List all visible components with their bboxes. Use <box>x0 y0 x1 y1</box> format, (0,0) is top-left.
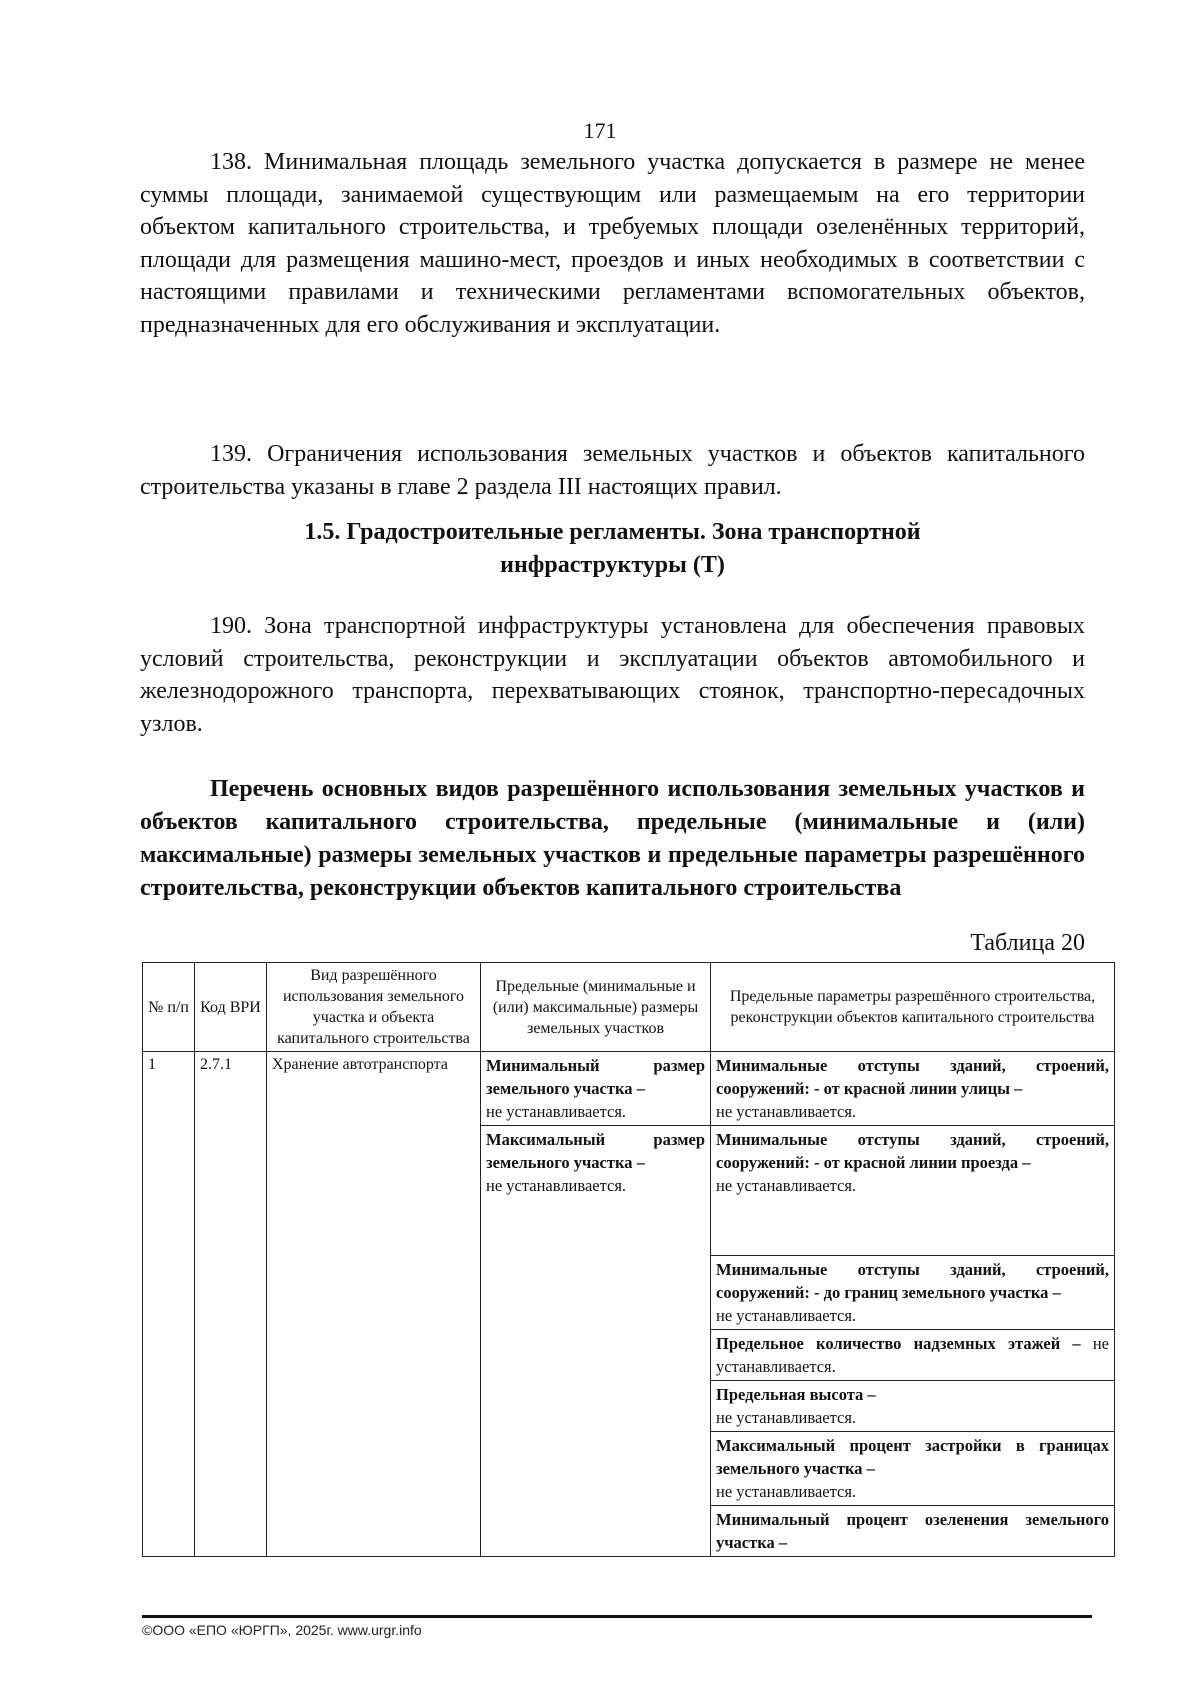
header-sizes: Предельные (минимальные и (или) максимальные) размеры земельных участков <box>481 963 711 1052</box>
table-row <box>143 1052 1115 1126</box>
size-min-value: не устанавливается. <box>486 1102 627 1121</box>
param-setback-passage <box>711 1126 1115 1256</box>
table-header-row <box>143 963 1115 1052</box>
param-value: не устанавливается. <box>716 1306 857 1325</box>
param-green-percent <box>711 1506 1115 1557</box>
row-use: Хранение автотранспорта <box>267 1052 481 1557</box>
paragraph-190: 190. Зона транспортной инфраструктуры установлена для обеспечения правовых условий строительства, реконструкции и эксплуатации объектов автомобильного и железнодорожного транспорта, перехватывающих стоянок, транспортно-пересадочных узлов. <box>140 613 1085 737</box>
size-max-value: не устанавливается. <box>486 1176 627 1195</box>
param-build-percent <box>711 1432 1115 1506</box>
param-label: Максимальный процент застройки в границах земельного участка – <box>716 1436 1109 1478</box>
footer-rule <box>142 1615 1092 1618</box>
row-num: 1 <box>143 1052 195 1557</box>
list-title: Перечень основных видов разрешённого использования земельных участков и объектов капитального строительства, предельные (минимальные и (или) максимальные) размеры земельных участков и предельные параметры разрешённого строительства, реконструкции объектов капитального строительства <box>140 776 1085 901</box>
size-min-label: Минимальный размер земельного участка – <box>486 1056 705 1098</box>
size-max <box>481 1126 711 1557</box>
param-label: Минимальные отступы зданий, строений, сооружений: - до границ земельного участка – <box>716 1260 1109 1302</box>
section-title <box>140 516 1085 582</box>
header-params: Предельные параметры разрешённого строительства, реконструкции объектов капитального строительства <box>711 963 1115 1052</box>
param-value: не устанавливается. <box>716 1102 857 1121</box>
param-value: не устанавливается. <box>716 1334 1109 1376</box>
paragraph-139: 139. Ограничения использования земельных участков и объектов капитального строительства указаны в главе 2 раздела III настоящих правил. <box>140 441 1085 500</box>
header-use: Вид разрешённого использования земельного участка и объекта капитального строительства <box>267 963 481 1052</box>
param-label: Минимальные отступы зданий, строений, сооружений: - от красной линии проезда – <box>716 1130 1109 1172</box>
size-min <box>481 1052 711 1126</box>
section-title-line1: 1.5. Градостроительные регламенты. Зона транспортной <box>304 519 921 545</box>
footer-text: ©ООО «ЕПО «ЮРГП», 2025г. www.urgr.info <box>142 1622 422 1638</box>
param-floors <box>711 1330 1115 1381</box>
header-code: Код ВРИ <box>195 963 267 1052</box>
param-label: Минимальный процент озеленения земельного участка – <box>716 1510 1109 1552</box>
regulations-table <box>142 962 1115 1557</box>
paragraph-138: 138. Минимальная площадь земельного участка допускается в размере не менее суммы площади, занимаемой существующим или размещаемым на его территории объектом капитального строительства, и требуемых площади озеленённых территорий, площади для размещения машино-мест, проездов и иных необходимых в соответствии с настоящими правилами и техническими регламентами вспомогательных объектов, предназначенных для его обслуживания и эксплуатации. <box>140 149 1085 338</box>
size-max-label: Максимальный размер земельного участка – <box>486 1130 705 1172</box>
param-label: Предельное количество надземных этажей – <box>716 1334 1081 1353</box>
row-code: 2.7.1 <box>195 1052 267 1557</box>
param-value: не устанавливается. <box>716 1408 857 1427</box>
param-value: не устанавливается. <box>716 1482 857 1501</box>
section-title-line2: инфраструктуры (Т) <box>500 552 725 578</box>
param-label: Минимальные отступы зданий, строений, сооружений: - от красной линии улицы – <box>716 1056 1109 1098</box>
table-caption: Таблица 20 <box>970 930 1085 956</box>
header-num: № п/п <box>143 963 195 1052</box>
param-height <box>711 1381 1115 1432</box>
page-number: 171 <box>583 118 617 143</box>
param-label: Предельная высота – <box>716 1385 876 1404</box>
param-value: не устанавливается. <box>716 1176 857 1195</box>
param-setback-street <box>711 1052 1115 1126</box>
param-setback-boundary <box>711 1256 1115 1330</box>
